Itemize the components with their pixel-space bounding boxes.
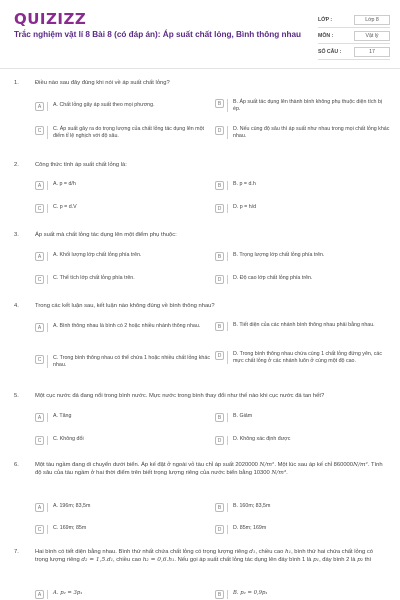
option-c[interactable] — [35, 275, 215, 284]
option-text: D. Trong bình thông nhau chứa cùng 1 chất lỏng đứng yên, các mực chất lỏng ở các nhánh luôn ở cùng một độ cao. — [233, 351, 383, 364]
option-text: C. 169m; 85m — [53, 525, 87, 531]
quiz-meta-table — [318, 12, 390, 60]
question-text: Công thức tính áp suất chất lỏng là: — [35, 162, 127, 168]
option-text: D. p = h/d — [233, 204, 257, 210]
option-a[interactable] — [35, 323, 215, 332]
option-text: B. p₂ = 0,9p₁ — [233, 590, 268, 596]
option-letter: D — [215, 525, 224, 534]
option-c[interactable] — [35, 204, 215, 213]
option-a[interactable] — [35, 181, 215, 190]
question-number: 6. — [14, 462, 19, 468]
option-text: C. Trong bình thông nhau có thể chứa 1 hoặc nhiều chất lỏng khác nhau. — [53, 355, 210, 368]
meta-row-count — [318, 44, 390, 60]
question-text: Điều nào sau đây đúng khi nói về áp suất chất lỏng? — [35, 80, 170, 86]
option-text: A. Bình thông nhau là bình có 2 hoặc nhiều nhánh thông nhau. — [53, 323, 201, 329]
meta-value: Lớp 8 — [354, 15, 390, 25]
option-text: B. p = d.h — [233, 181, 256, 187]
option-a[interactable] — [35, 590, 215, 599]
option-letter: A — [35, 252, 44, 261]
option-text: A. Tăng — [53, 413, 72, 419]
question-text: Một cục nước đá đang nổi trong bình nước. Mực nước trong bình thay đổi như thế nào khi cục nước đá tan hết? — [35, 393, 325, 399]
option-letter: C — [35, 275, 44, 284]
meta-key: LỚP : — [318, 16, 333, 23]
option-a[interactable] — [35, 252, 215, 261]
option-d[interactable] — [215, 204, 390, 213]
meta-key: MÔN : — [318, 32, 334, 39]
header-divider — [0, 68, 400, 69]
option-letter: B — [215, 322, 224, 331]
option-letter: D — [215, 351, 224, 360]
option-d[interactable] — [215, 126, 390, 139]
option-text: B. Trọng lượng lớp chất lỏng phía trên. — [233, 252, 325, 258]
option-text: A. p₂ = 3p₁ — [53, 590, 83, 596]
question-text: Áp suất mà chất lỏng tác dụng lên một điểm phụ thuộc: — [35, 232, 177, 238]
option-b[interactable] — [215, 503, 390, 512]
option-d[interactable] — [215, 525, 390, 534]
option-a[interactable] — [35, 413, 215, 422]
meta-row-class — [318, 12, 390, 28]
option-d[interactable] — [215, 275, 390, 284]
question-number: 3. — [14, 232, 19, 238]
option-letter: C — [35, 525, 44, 534]
question-text: Hai bình có tiết diện bằng nhau. Bình thứ nhất chứa chất lỏng có trọng lượng riêng d₁, chiều cao h₁, bình thứ hai chứa chất lỏng có trọng lượng riêng d₂ = 1,5.d₁, chiều cao h₂ = 0,6.h₁. Nếu gọi áp suất chất lỏng tác dụng lên đáy bình 1 là p₁, đáy bình 2 là p₂ thì — [35, 549, 373, 563]
option-letter: D — [215, 436, 224, 445]
option-c[interactable] — [35, 126, 215, 139]
question-number: 1. — [14, 80, 19, 86]
option-letter: B — [215, 590, 224, 599]
option-text: B. Giảm — [233, 413, 253, 419]
option-text: D. Nếu cùng độ sâu thì áp suất như nhau trong mọi chất lỏng khác nhau. — [233, 126, 390, 139]
option-letter: C — [35, 126, 44, 135]
option-letter: B — [215, 413, 224, 422]
option-text: B. Áp suất tác dụng lên thành bình không phụ thuộc diện tích bị ép. — [233, 99, 383, 112]
option-b[interactable] — [215, 181, 390, 190]
option-letter: C — [35, 204, 44, 213]
option-text: A. Khối lượng lớp chất lỏng phía trên. — [53, 252, 142, 258]
meta-value: 17 — [354, 47, 390, 57]
option-c[interactable] — [35, 355, 215, 368]
option-letter: A — [35, 181, 44, 190]
option-letter: D — [215, 126, 224, 135]
option-letter: A — [35, 102, 44, 111]
question-number: 4. — [14, 303, 19, 309]
option-letter: A — [35, 323, 44, 332]
option-text: D. Không xác định được — [233, 436, 291, 442]
option-letter: B — [215, 181, 224, 190]
option-text: A. p = d/h — [53, 181, 76, 187]
option-text: A. 196m; 83,5m — [53, 503, 91, 509]
option-letter: B — [215, 503, 224, 512]
page-title: Trắc nghiệm vật lí 8 Bài 8 (có đáp án): Áp suất chất lỏng, Bình thông nhau — [14, 30, 302, 39]
option-text: C. Áp suất gây ra do trọng lượng của chất lỏng tác dụng lên một điểm tỉ lệ nghịch với độ sâu. — [53, 126, 205, 139]
option-text: C. Thể tích lớp chất lỏng phía trên. — [53, 275, 135, 281]
meta-row-subject — [318, 28, 390, 44]
option-text: C. Không đổi — [53, 436, 84, 442]
question-number: 2. — [14, 162, 19, 168]
option-text: C. p = d.V — [53, 204, 77, 210]
option-a[interactable] — [35, 102, 215, 111]
option-letter: A — [35, 503, 44, 512]
quizizz-logo[interactable]: QUIZIZZ — [14, 10, 87, 28]
option-b[interactable] — [215, 322, 390, 331]
option-text: B. Tiết diện của các nhánh bình thông nhau phải bằng nhau. — [233, 322, 375, 328]
question-text: Một tàu ngầm đang di chuyển dưới biển. Áp kế đặt ở ngoài vỏ tàu chỉ áp suất 2020000 N/m². Một lúc sau áp kế chỉ 860000N/m². Tính độ sâu của tàu ngầm ở hai thời điểm trên biết trọng lượng riêng của nước biển bằng 10300 N/m³. — [35, 462, 383, 476]
question-number: 5. — [14, 393, 19, 399]
option-b[interactable] — [215, 413, 390, 422]
option-text: A. Chất lỏng gây áp suất theo mọi phương. — [53, 102, 155, 108]
option-text: D. 85m; 169m — [233, 525, 267, 531]
option-letter: C — [35, 355, 44, 364]
option-letter: C — [35, 436, 44, 445]
option-c[interactable] — [35, 436, 215, 445]
option-letter: A — [35, 590, 44, 599]
option-letter: D — [215, 204, 224, 213]
option-letter: A — [35, 413, 44, 422]
quiz-header — [0, 0, 400, 64]
option-a[interactable] — [35, 503, 215, 512]
meta-value: Vật lý — [354, 31, 390, 41]
option-d[interactable] — [215, 436, 390, 445]
option-b[interactable] — [215, 99, 390, 112]
option-text: B. 160m; 83,5m — [233, 503, 271, 509]
option-c[interactable] — [35, 525, 215, 534]
question-number: 7. — [14, 549, 19, 555]
option-d[interactable] — [215, 351, 390, 364]
meta-key: SỐ CÂU : — [318, 48, 342, 55]
option-letter: D — [215, 275, 224, 284]
question-text: Trong các kết luận sau, kết luận nào không đúng về bình thông nhau? — [35, 303, 215, 309]
option-b[interactable] — [215, 590, 390, 599]
option-text: D. Độ cao lớp chất lỏng phía trên. — [233, 275, 313, 281]
option-letter: B — [215, 99, 224, 108]
option-letter: B — [215, 252, 224, 261]
option-b[interactable] — [215, 252, 390, 261]
